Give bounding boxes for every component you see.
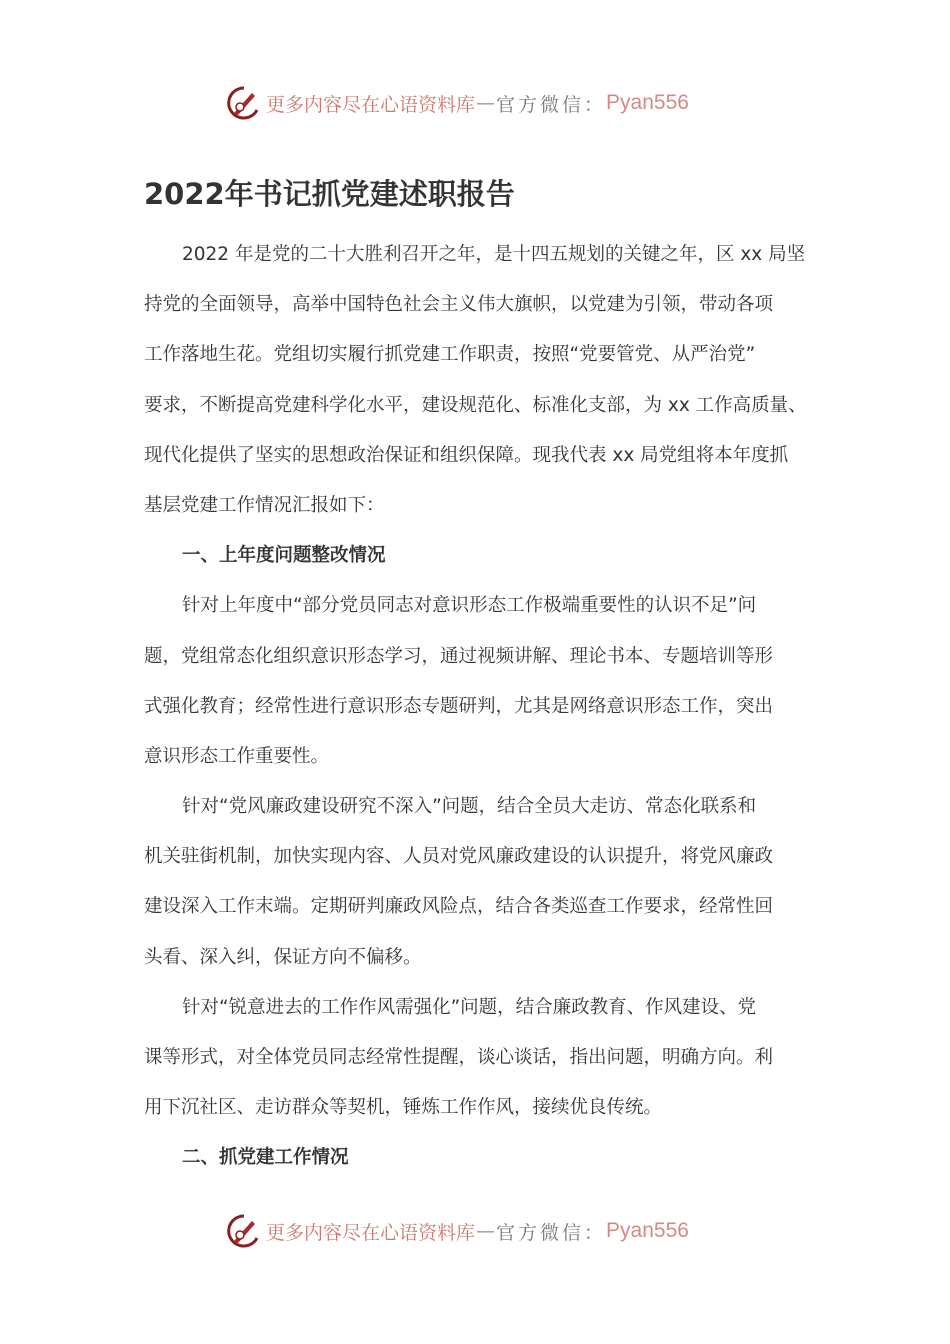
footer-banner — [226, 1211, 746, 1251]
document-body — [144, 230, 824, 1184]
banner-wechat-label: 官方微信： — [496, 93, 607, 116]
banner-wechat-label: 官方微信： — [496, 1221, 607, 1244]
banner-wechat-id: Pyan556 — [606, 91, 689, 114]
paragraph-line: 机关驻街机制，加快实现内容、人员对党风廉政建设的认识提升，将党风廉政 — [144, 846, 774, 868]
paragraph-line: 工作落地生花。党组切实履行抓党建工作职责，按照“党要管党、从严治党” — [144, 344, 756, 366]
paragraph-line: 头看、深入纠，保证方向不偏移。 — [144, 946, 422, 968]
paragraph-line: 基层党建工作情况汇报如下： — [144, 494, 385, 516]
quill-logo-icon — [226, 1213, 262, 1249]
paragraph-line: 式强化教育；经常性进行意识形态专题研判，尤其是网络意识形态工作，突出 — [144, 695, 774, 717]
banner-site-name: 更多内容尽在心语资料库 — [266, 93, 476, 116]
document-title: 2022年书记抓党建述职报告 — [144, 177, 515, 211]
paragraph-line: 建设深入工作末端。定期研判廉政风险点，结合各类巡查工作要求，经常性回 — [144, 896, 774, 918]
banner-wechat-id: Pyan556 — [606, 1219, 689, 1242]
paragraph-line: 针对“锐意进去的工作作风需强化”问题，结合廉政教育、作风建设、党 — [182, 996, 757, 1018]
paragraph-line: 针对“党风廉政建设研究不深入”问题，结合全员大走访、常态化联系和 — [182, 796, 757, 818]
banner-site-name: 更多内容尽在心语资料库 — [266, 1221, 476, 1244]
paragraph-line: 意识形态工作重要性。 — [144, 745, 330, 767]
paragraph-line: 针对上年度中“部分党员同志对意识形态工作极端重要性的认识不足”问 — [182, 595, 757, 617]
paragraph-line: 课等形式，对全体党员同志经常性提醒，谈心谈话，指出问题，明确方向。利 — [144, 1047, 774, 1068]
quill-logo-icon — [226, 85, 262, 121]
paragraph-line: 2022 年是党的二十大胜利召开之年，是十四五规划的关键之年，区 xx 局坚 — [182, 244, 806, 265]
paragraph-line: 现代化提供了坚实的思想政治保证和组织保障。现我代表 xx 局党组将本年度抓 — [144, 444, 789, 466]
section-heading: 二、抓党建工作情况 — [182, 1147, 349, 1169]
banner-dash: — — [476, 92, 496, 114]
paragraph-line: 持党的全面领导，高举中国特色社会主义伟大旗帜，以党建为引领，带动各项 — [144, 294, 774, 316]
paragraph-line: 要求，不断提高党建科学化水平，建设规范化、标准化支部，为 xx 工作高质量、 — [144, 394, 807, 416]
paragraph-line: 题，党组常态化组织意识形态学习，通过视频讲解、理论书本、专题培训等形 — [144, 645, 774, 667]
header-banner — [226, 83, 746, 123]
section-heading: 一、上年度问题整改情况 — [182, 545, 386, 567]
banner-dash: — — [476, 1220, 496, 1242]
paragraph-line: 用下沉社区、走访群众等契机，锤炼工作作风，接续优良传统。 — [144, 1097, 663, 1119]
